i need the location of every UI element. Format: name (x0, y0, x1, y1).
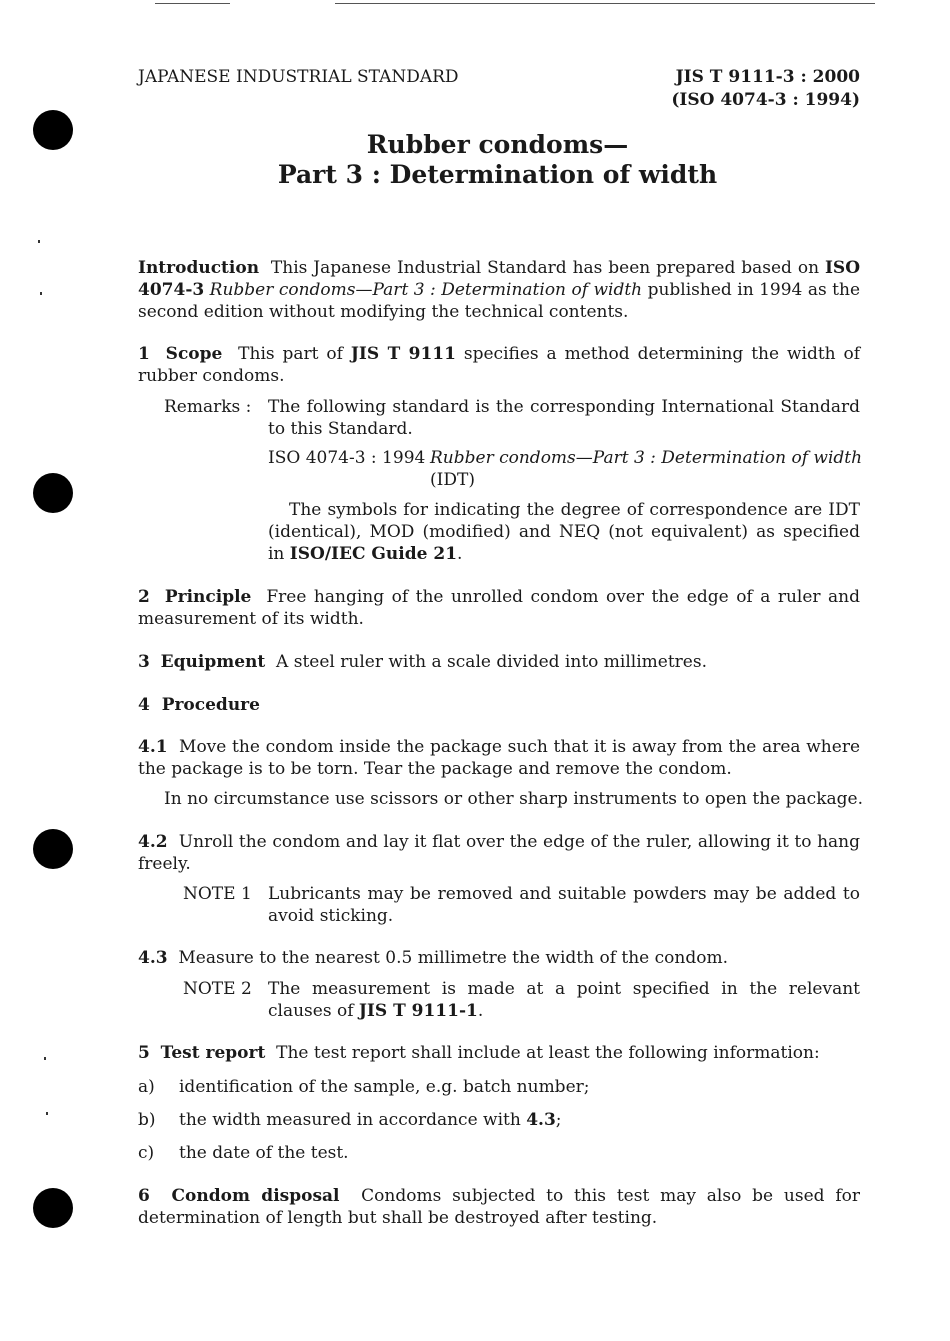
header-standard-label: JAPANESE INDUSTRIAL STANDARD (138, 67, 459, 87)
punch-hole (33, 473, 73, 513)
list-item-label: b) (138, 1110, 156, 1130)
header-jis-code: JIS T 9111-3 : 2000 (675, 67, 860, 87)
scan-speck (40, 292, 42, 295)
clause-4-1-para2: In no circumstance use scissors or other sharp instruments to open the package. (164, 789, 863, 809)
equipment-heading: Equipment (160, 652, 266, 672)
list-item-label: a) (138, 1077, 155, 1097)
page-title-line1: Rubber condoms— (366, 130, 629, 159)
punch-hole (33, 829, 73, 869)
clause-4-3: 4.3 Measure to the nearest 0.5 millimetre the width of the condom. (138, 948, 728, 968)
equipment-paragraph: 3 Equipment A steel ruler with a scale divided into millimetres. (138, 652, 707, 672)
list-item: identification of the sample, e.g. batch number; (179, 1077, 590, 1097)
page-title-line2: Part 3 : Determination of width (277, 160, 718, 189)
note-2-text: The measurement is made at a point specified in the relevant clauses of JIS T 9111-1. (268, 979, 860, 1021)
remarks-label: Remarks : (164, 397, 252, 417)
remarks-iso-code: ISO 4074-3 : 1994 (268, 448, 426, 468)
procedure-heading: 4 Procedure (138, 695, 260, 715)
scope-heading: Scope (165, 344, 223, 364)
note-1-label: NOTE 1 (183, 884, 252, 904)
scan-speck (46, 1112, 48, 1115)
punch-hole (33, 1188, 73, 1228)
introduction-heading: Introduction (138, 258, 260, 278)
clause-4-1: 4.1 Move the condom inside the package such that it is away from the area where the package is to be torn. Tear the package and remove the condom. (138, 737, 861, 779)
note-1-text: Lubricants may be removed and suitable powders may be added to avoid sticking. (268, 884, 860, 926)
note-2-label: NOTE 2 (183, 979, 252, 999)
scope-paragraph: 1 Scope This part of JIS T 9111 specifies a method determining the width of rubber condoms. (138, 344, 861, 386)
test-report-paragraph: 5 Test report The test report shall include at least the following information: (138, 1043, 820, 1063)
introduction-paragraph: Introduction This Japanese Industrial Standard has been prepared based on ISO 4074-3 Rubber condoms—Part 3 : Determination of width published in 1994 as the second edition without modifying the technical contents. (138, 258, 861, 322)
scan-line (155, 3, 230, 4)
scan-speck (38, 240, 40, 243)
header-iso-code: (ISO 4074-3 : 1994) (671, 90, 860, 110)
disposal-paragraph: 6 Condom disposal Condoms subjected to this test may also be used for determination of length but shall be destroyed after testing. (138, 1186, 861, 1228)
clause-4-2: 4.2 Unroll the condom and lay it flat over the edge of the ruler, allowing it to hang freely. (138, 832, 861, 874)
list-item: the date of the test. (179, 1143, 349, 1163)
remarks-iso-title: Rubber condoms—Part 3 : Determination of width (430, 448, 863, 468)
test-report-heading: Test report (160, 1043, 266, 1063)
list-item-label: c) (138, 1143, 155, 1163)
disposal-heading: Condom disposal (171, 1186, 340, 1206)
scan-line (335, 3, 875, 4)
remarks-symbols-paragraph: The symbols for indicating the degree of correspondence are IDT (identical), MOD (modified) and NEQ (not equivalent) as specified in ISO/IEC Guide 21. (268, 500, 860, 564)
remarks-idt: (IDT) (430, 470, 475, 490)
scan-speck (44, 1057, 46, 1060)
list-item: the width measured in accordance with 4.3; (179, 1110, 562, 1130)
principle-paragraph: 2 Principle Free hanging of the unrolled condom over the edge of a ruler and measurement of its width. (138, 587, 861, 629)
principle-heading: Principle (164, 587, 252, 607)
remarks-text: The following standard is the corresponding International Standard to this Standard. (268, 397, 860, 439)
